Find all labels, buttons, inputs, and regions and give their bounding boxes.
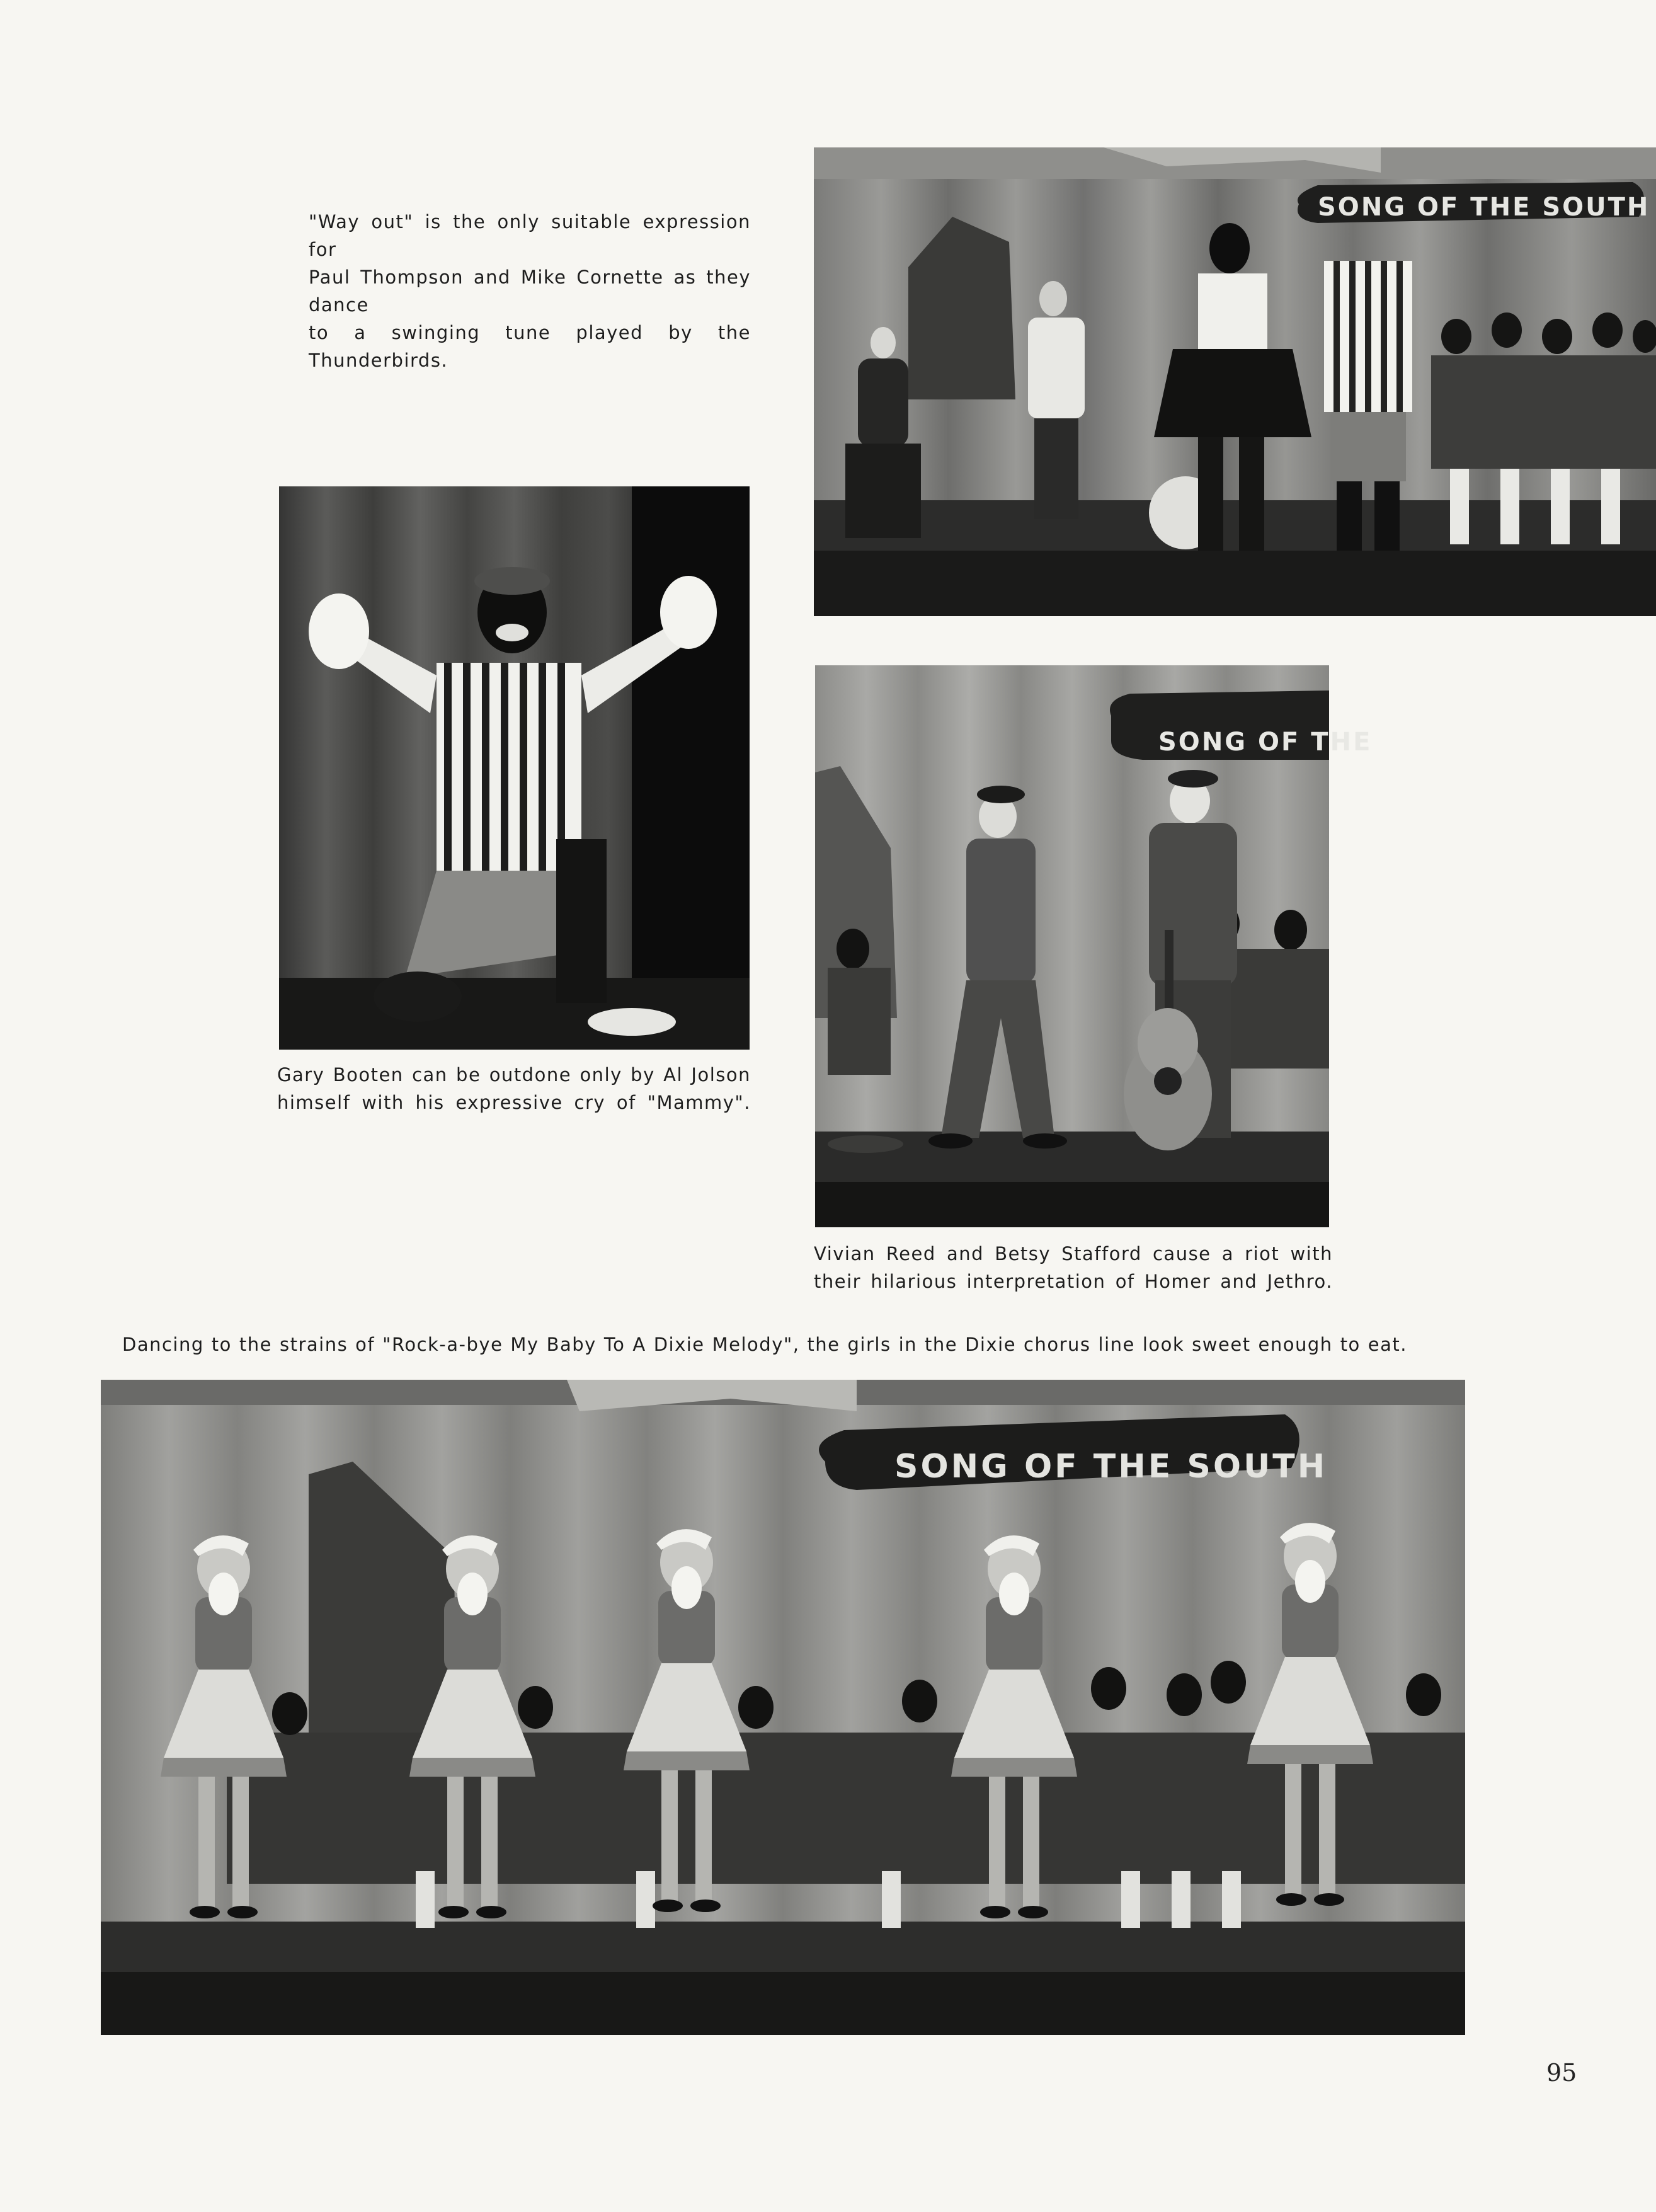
banner-text: SONG OF THE SOUTH <box>894 1448 1328 1486</box>
caption-vivian <box>814 1240 1333 1295</box>
photo-gary-booten <box>279 486 750 1050</box>
caption-line: himself with his expressive cry of "Mammy". <box>277 1092 751 1113</box>
caption-line: Gary Booten can be outdone only by Al Jolson <box>277 1064 751 1086</box>
page-number: 95 <box>1546 2059 1577 2087</box>
caption-line: "Way out" is the only suitable expression for <box>309 211 751 260</box>
banner-text: SONG OF THE <box>1158 728 1373 757</box>
photo-thunderbirds-dance <box>814 147 1656 616</box>
caption-dixie <box>122 1331 1407 1358</box>
caption-line: Paul Thompson and Mike Cornette as they dance <box>309 266 751 316</box>
photo-homer-and-jethro <box>815 665 1373 1227</box>
caption-line: their hilarious interpretation of Homer and Jethro. <box>814 1271 1333 1292</box>
caption-gary <box>277 1061 751 1116</box>
caption-line: Dancing to the strains of "Rock-a-bye My Baby To A Dixie Melody", the girls in the Dixie chorus line look sweet enough to eat. <box>122 1334 1407 1355</box>
photo-dixie-chorus-line <box>101 1380 1465 2035</box>
caption-line: Vivian Reed and Betsy Stafford cause a riot with <box>814 1243 1333 1264</box>
caption-thunderbirds <box>309 208 751 374</box>
caption-line: to a swinging tune played by the Thunderbirds. <box>309 322 751 371</box>
banner-text: SONG OF THE SOUTH <box>1318 193 1650 222</box>
